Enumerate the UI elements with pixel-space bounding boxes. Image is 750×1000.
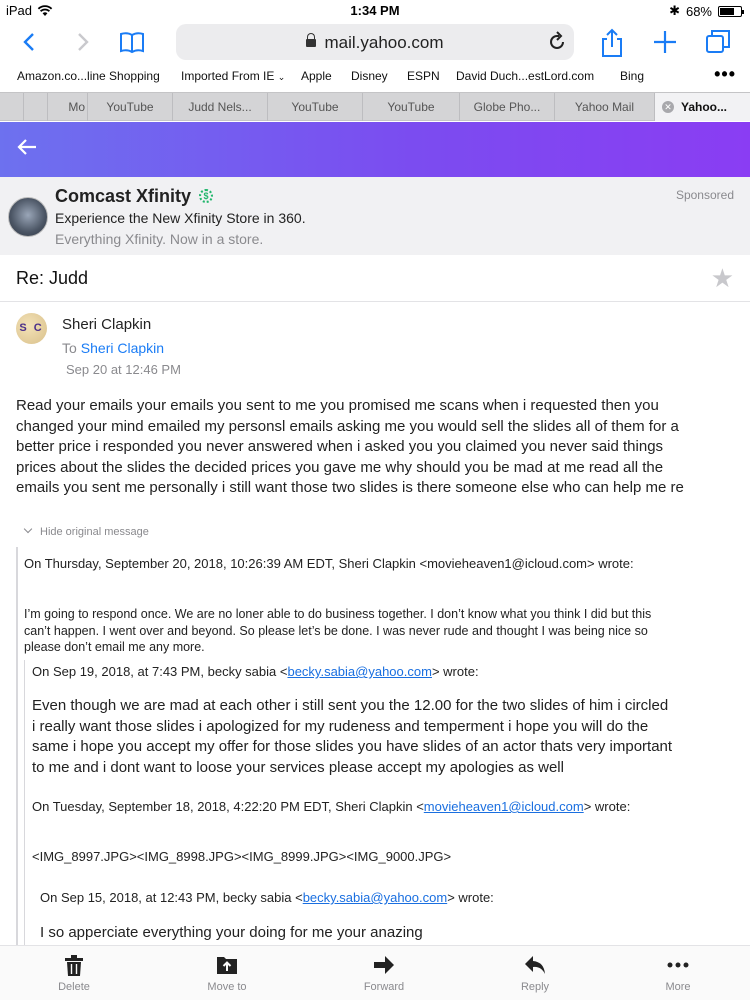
tab-empty-2[interactable] bbox=[24, 93, 48, 121]
attachments-text: <IMG_8997.JPG><IMG_8998.JPG><IMG_8999.JPG><IMG_9000.JPG> bbox=[32, 849, 452, 864]
quote2-line: same i hope you accept my offer for those slides you have slides of an actor thats very important bbox=[32, 738, 673, 755]
tabs-overview-icon[interactable] bbox=[704, 28, 732, 56]
quote2-header-post: > wrote: bbox=[431, 664, 479, 679]
action-bar bbox=[0, 945, 750, 1000]
quote2-body bbox=[32, 696, 672, 778]
bookmark-bing[interactable]: Bing bbox=[620, 69, 645, 83]
bookmarks-bar bbox=[0, 64, 750, 88]
mail-header bbox=[0, 122, 750, 177]
url-text: mail.yahoo.com bbox=[324, 33, 444, 52]
status-bar bbox=[0, 0, 750, 20]
quote1-header: On Thursday, September 20, 2018, 10:26:39 AM EDT, Sheri Clapkin <movieheaven1@icloud.com> wrote: bbox=[24, 556, 634, 571]
quote2-email-link[interactable]: becky.sabia@yahoo.com bbox=[287, 664, 432, 679]
recipient-line bbox=[62, 340, 164, 356]
reload-icon[interactable] bbox=[548, 31, 566, 57]
device-label: iPad bbox=[6, 3, 33, 18]
chevron-down-icon: ⌄ bbox=[277, 72, 286, 82]
bookmark-apple[interactable]: Apple bbox=[301, 69, 332, 83]
back-arrow-icon[interactable] bbox=[16, 136, 38, 165]
tab-empty-1[interactable] bbox=[0, 93, 24, 121]
chevron-down-icon bbox=[24, 525, 32, 533]
sponsored-label: Sponsored bbox=[675, 188, 734, 202]
ad-subline: Everything Xfinity. Now in a store. bbox=[55, 231, 264, 247]
bookmarks-icon[interactable] bbox=[118, 28, 146, 56]
hide-original-label: Hide original message bbox=[40, 526, 149, 538]
battery-icon bbox=[718, 6, 742, 17]
tab-youtube-1[interactable]: YouTube bbox=[88, 93, 173, 121]
reply-button[interactable] bbox=[485, 946, 585, 1000]
quote4-header bbox=[40, 890, 494, 905]
to-label: To bbox=[62, 340, 77, 356]
more-button[interactable] bbox=[628, 946, 728, 1000]
battery-percent: 68% bbox=[685, 3, 712, 19]
more-bookmarks-icon[interactable]: ••• bbox=[714, 64, 736, 84]
close-tab-icon[interactable]: ✕ bbox=[662, 101, 674, 113]
tab-yahoo-active-label: Yahoo... bbox=[681, 100, 728, 114]
bookmark-disney[interactable]: Disney bbox=[351, 69, 388, 83]
tab-globe[interactable]: Globe Pho... bbox=[460, 93, 555, 121]
bluetooth-icon: ✱ bbox=[669, 3, 680, 18]
quote4-email-link[interactable]: becky.sabia@yahoo.com bbox=[302, 890, 448, 905]
address-bar[interactable] bbox=[176, 24, 574, 60]
quote3-header-post: > wrote: bbox=[583, 799, 631, 814]
sponsored-badge-icon: $ bbox=[199, 189, 213, 203]
delete-button[interactable] bbox=[24, 946, 124, 1000]
advertiser-logo bbox=[8, 197, 48, 237]
quote1-line: I’m going to respond once. We are no loner able to do business together. I don’t know what you think I did but this bbox=[24, 607, 652, 621]
forward-icon[interactable] bbox=[68, 28, 96, 56]
body-line: Read your emails your emails you sent to me you promised me scans when i requested then you bbox=[16, 397, 659, 414]
quote2-line: to me and i dont want to loose your services please accept my apologies as well bbox=[32, 758, 564, 776]
bookmark-espn[interactable]: ESPN bbox=[407, 69, 440, 83]
tab-youtube-2[interactable]: YouTube bbox=[268, 93, 363, 121]
trash-icon bbox=[64, 955, 84, 977]
sender-name[interactable]: Sheri Clapkin bbox=[62, 316, 152, 333]
quote2-line: Even though we are mad at each other i still sent you the 12.00 for the two slides of him i circled bbox=[32, 697, 669, 714]
star-icon[interactable]: ★ bbox=[710, 263, 734, 293]
share-icon[interactable] bbox=[598, 28, 626, 56]
forward-label: Forward bbox=[363, 981, 405, 993]
tab-bar bbox=[0, 92, 750, 121]
quote2-line: i really want those slides i apologized for my rudeness and temperment i hope you will do the bbox=[32, 717, 649, 735]
bookmark-imported[interactable]: Imported From IE ⌄ bbox=[181, 69, 286, 83]
quote3-header-pre: On Tuesday, September 18, 2018, 4:22:20 PM EDT, Sheri Clapkin < bbox=[32, 799, 424, 814]
tab-judd[interactable]: Judd Nels... bbox=[173, 93, 268, 121]
recipient-link[interactable]: Sheri Clapkin bbox=[80, 340, 165, 356]
bookmark-david[interactable]: David Duch...estLord.com bbox=[456, 69, 595, 83]
tab-youtube-3[interactable]: YouTube bbox=[363, 93, 460, 121]
new-tab-icon[interactable] bbox=[651, 28, 679, 56]
browser-toolbar bbox=[0, 20, 750, 64]
tab-yahoo-mail[interactable]: Yahoo Mail bbox=[555, 93, 655, 121]
quote1-body bbox=[24, 606, 651, 656]
ad-title: Comcast Xfinity bbox=[55, 186, 192, 206]
reply-label: Reply bbox=[520, 981, 550, 993]
move-label: Move to bbox=[207, 981, 247, 993]
email-subject: Re: Judd bbox=[16, 268, 89, 288]
email-date: Sep 20 at 12:46 PM bbox=[66, 362, 181, 377]
avatar: S C bbox=[16, 313, 47, 344]
tab-yahoo-active[interactable] bbox=[655, 93, 750, 121]
sponsored-ad[interactable] bbox=[0, 177, 750, 255]
quote-bar bbox=[16, 547, 18, 947]
body-line: emails you sent me personally i still want those two slides is there someone else who can help me re bbox=[16, 479, 684, 496]
reply-arrow-icon bbox=[524, 955, 546, 975]
forward-arrow-icon bbox=[373, 955, 395, 975]
forward-button[interactable] bbox=[334, 946, 434, 1000]
email-body bbox=[16, 396, 736, 499]
body-line: changed your mind emailed my personsl emails asking me you would sell the slides all of them for a bbox=[16, 417, 679, 435]
quote4-header-post: > wrote: bbox=[447, 890, 494, 905]
quote1-line: can’t happen. I went over and beyond. So please let’s be done. I was never rude and thought I was being nice so bbox=[24, 623, 648, 638]
quote4-header-pre: On Sep 15, 2018, at 12:43 PM, becky sabia < bbox=[40, 890, 303, 905]
move-button[interactable] bbox=[177, 946, 277, 1000]
tab-mo[interactable]: Mo bbox=[48, 93, 88, 121]
move-to-folder-icon bbox=[216, 955, 238, 975]
quote2-header bbox=[32, 664, 479, 679]
more-label: More bbox=[665, 981, 691, 993]
back-icon[interactable] bbox=[16, 28, 44, 56]
more-dots-icon bbox=[667, 955, 689, 975]
body-line: better price i responded you never answered when i asked you you claimed you never said things bbox=[16, 438, 664, 455]
bookmark-amazon[interactable]: Amazon.co...line Shopping bbox=[17, 69, 160, 83]
quote3-email-link[interactable]: movieheaven1@icloud.com bbox=[423, 799, 584, 814]
clock: 1:34 PM bbox=[350, 3, 400, 18]
lock-icon bbox=[306, 39, 316, 47]
divider bbox=[0, 301, 750, 302]
quote2-header-pre: On Sep 19, 2018, at 7:43 PM, becky sabia < bbox=[32, 664, 288, 679]
body-line: prices about the slides the decided prices you gave me why should you be mad at me read all the bbox=[16, 458, 664, 476]
quote1-line: please don’t email me any more. bbox=[24, 640, 205, 654]
quote-bar-nested bbox=[24, 660, 25, 950]
quote4-line: I so apperciate everything your doing for me your anazing bbox=[40, 924, 423, 941]
delete-label: Delete bbox=[58, 981, 90, 993]
ad-headline: Experience the New Xfinity Store in 360. bbox=[55, 210, 306, 226]
hide-original-toggle[interactable] bbox=[25, 526, 149, 538]
quote3-header bbox=[32, 799, 630, 814]
